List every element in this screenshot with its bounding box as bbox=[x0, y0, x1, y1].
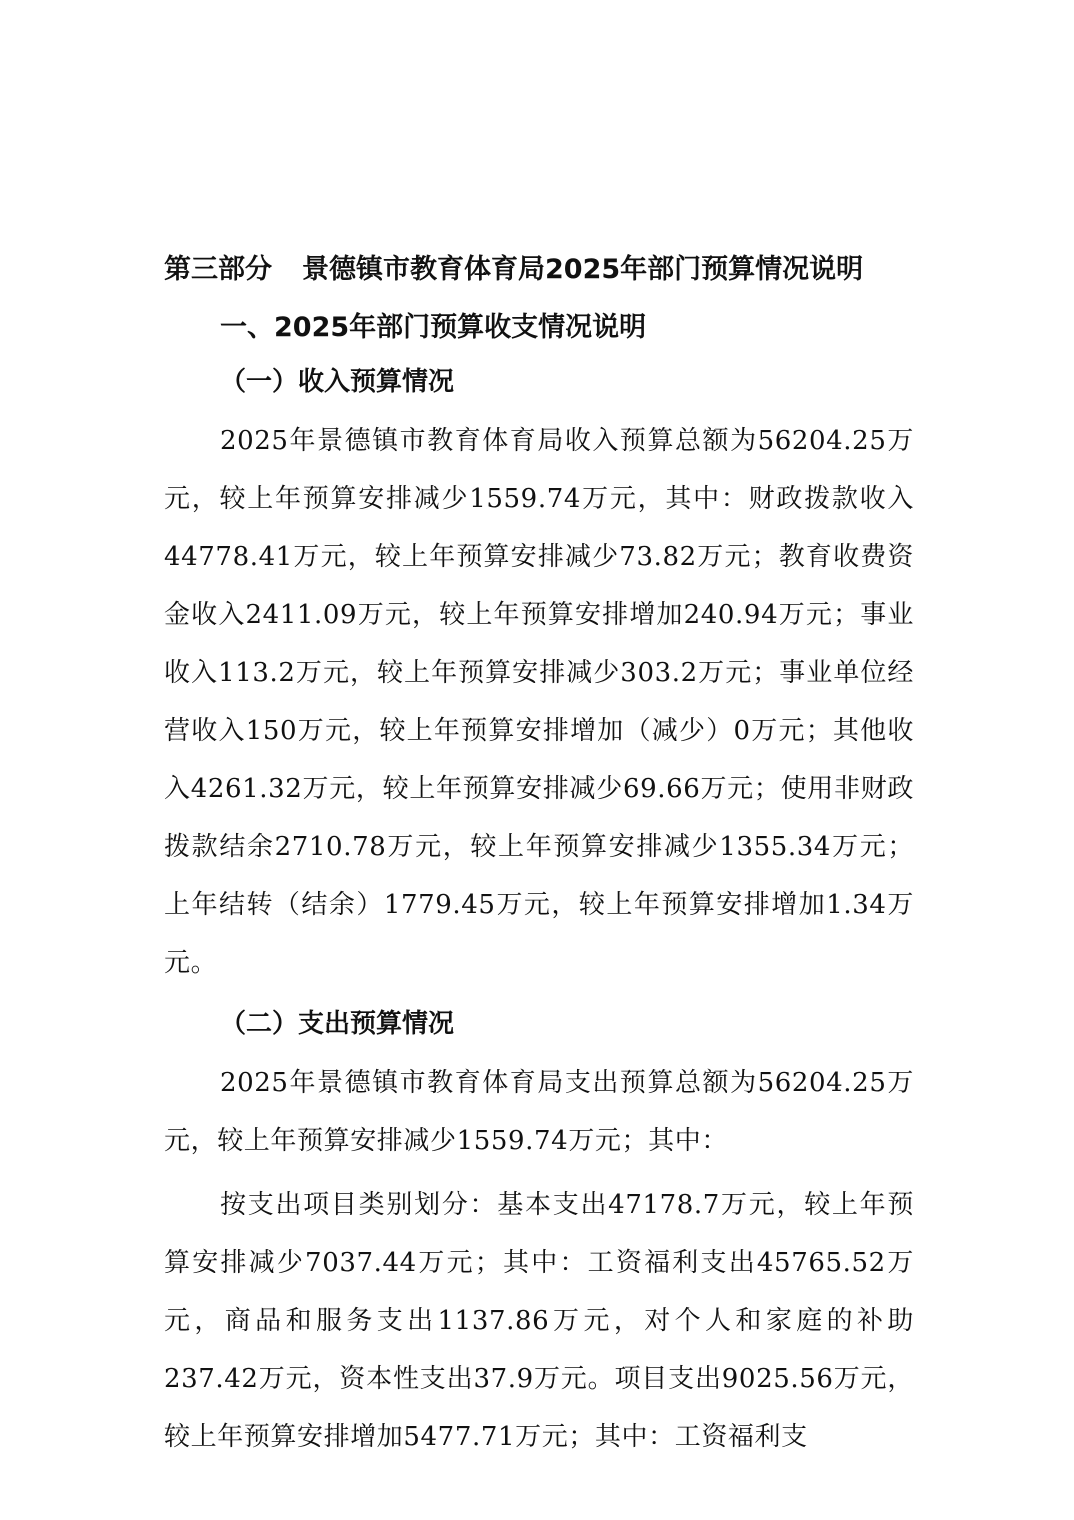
sub-heading-expenditure: （二）支出预算情况 bbox=[220, 1009, 455, 1039]
part-label: 第三部分 bbox=[164, 254, 272, 285]
income-paragraph: 2025年景德镇市教育体育局收入预算总额为56204.25万元，较上年预算安排减少1559.74万元，其中：财政拨款收入44778.41万元，较上年预算安排减少73.82万元；教育收费资金收入2411.09万元，较上年预算安排增加240.94万元；事业收入113.2万元，较上年预算安排减少303.2万元；事业单位经营收入150万元，较上年预算安排增加（减少）0万元；其他收入4261.32万元，较上年预算安排减少69.66万元；使用非财政拨款结余2710.78万元，较上年预算安排减少1355.34万元；上年结转（结余）1779.45万元，较上年预算安排增加1.34万元。 bbox=[164, 426, 914, 978]
expenditure-paragraph-by-category: 按支出项目类别划分：基本支出47178.7万元，较上年预算安排减少7037.44万元；其中：工资福利支出45765.52万元，商品和服务支出1137.86万元，对个人和家庭的补助237.42万元，资本性支出37.9万元。项目支出9025.56万元，较上年预算安排增加5477.71万元；其中：工资福利支 bbox=[164, 1190, 914, 1452]
sub-heading-income: （一）收入预算情况 bbox=[220, 367, 455, 397]
expenditure-paragraph-total: 2025年景德镇市教育体育局支出预算总额为56204.25万元，较上年预算安排减少1559.74万元；其中： bbox=[164, 1068, 914, 1156]
document-page bbox=[164, 248, 914, 1466]
part-title-text: 景德镇市教育体育局2025年部门预算情况说明 bbox=[302, 254, 864, 285]
part-title bbox=[164, 248, 914, 292]
section-heading-budget-overview: 一、2025年部门预算收支情况说明 bbox=[220, 312, 647, 343]
